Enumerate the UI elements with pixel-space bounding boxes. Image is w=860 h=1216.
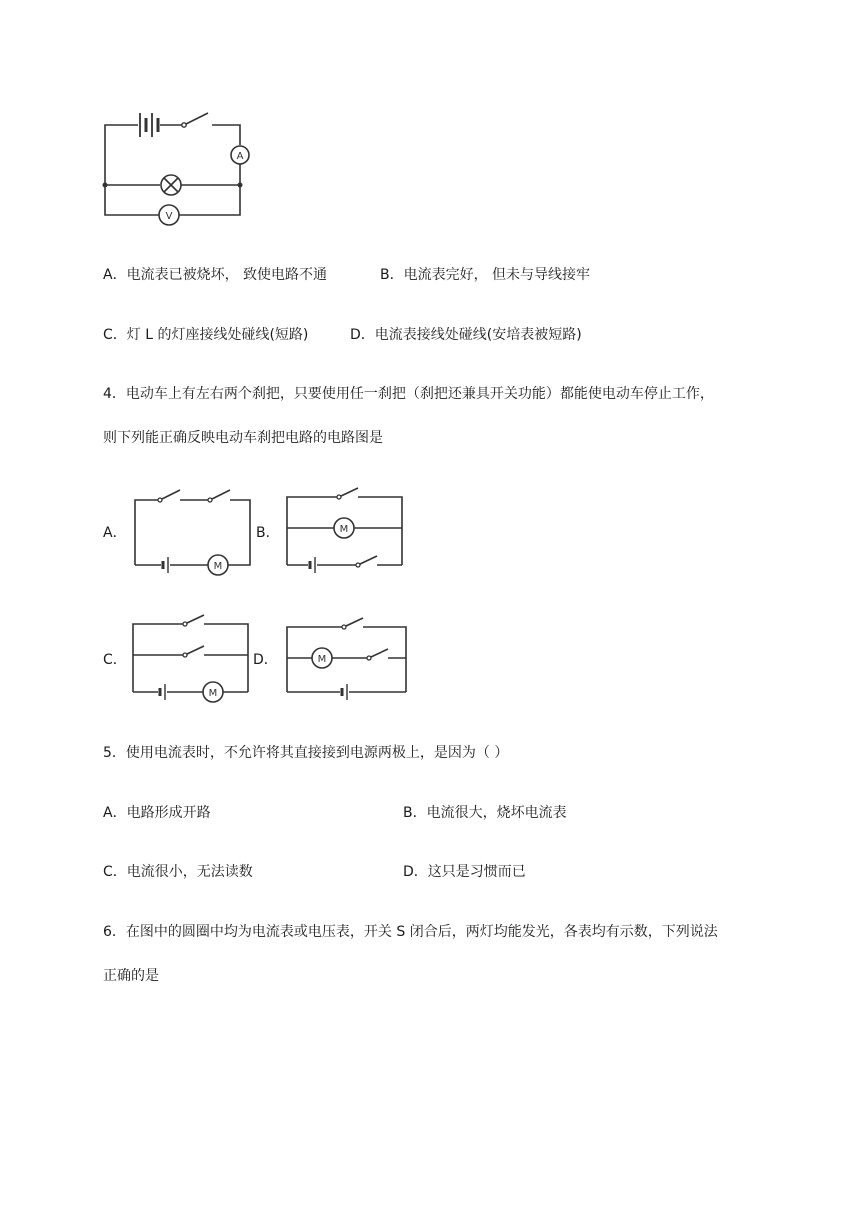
motor-label: M bbox=[317, 654, 327, 665]
q4-stem-line2: 则下列能正确反映电动车刹把电路的电路图是 bbox=[103, 430, 383, 446]
q4-option-c-label[interactable]: C． bbox=[103, 652, 127, 668]
motor-label: M bbox=[339, 524, 349, 535]
q6-stem-line2: 正确的是 bbox=[103, 968, 159, 984]
q5-option-c[interactable]: C．电流很小，无法读数 bbox=[103, 864, 253, 880]
q6-stem-line1: 6．在图中的圆圈中均为电流表或电压表，开关 S 闭合后，两灯均能发光，各表均有示数，下列说法 bbox=[103, 924, 718, 940]
q4-option-b-label[interactable]: B． bbox=[256, 525, 280, 541]
q4-stem-line1: 4．电动车上有左右两个刹把，只要使用任一刹把（刹把还兼具开关功能）都能使电动车停止工作， bbox=[103, 386, 714, 402]
ammeter-label: A bbox=[236, 151, 244, 162]
q3-option-b[interactable]: B．电流表完好， 但未与导线接牢 bbox=[380, 267, 591, 283]
q5-option-b[interactable]: B．电流很大，烧坏电流表 bbox=[403, 805, 567, 821]
motor-label: M bbox=[213, 561, 223, 572]
q5-option-d[interactable]: D．这只是习惯而已 bbox=[403, 864, 526, 880]
q5-option-a[interactable]: A．电路形成开路 bbox=[103, 805, 211, 821]
q3-option-c[interactable]: C．灯 L 的灯座接线处碰线(短路) bbox=[103, 327, 309, 343]
voltmeter-label: V bbox=[165, 211, 173, 222]
q4-option-b-diagram[interactable] bbox=[282, 485, 407, 575]
q4-option-c-diagram[interactable] bbox=[128, 612, 253, 702]
q3-option-a[interactable]: A．电流表已被烧坏， 致使电路不通 bbox=[103, 267, 328, 283]
q4-option-d-diagram[interactable] bbox=[282, 612, 412, 702]
q4-option-a-diagram[interactable] bbox=[130, 485, 255, 575]
q4-option-d-label[interactable]: D． bbox=[253, 652, 278, 668]
q3-circuit-diagram bbox=[100, 105, 250, 235]
q3-option-d[interactable]: D．电流表接线处碰线(安培表被短路) bbox=[350, 327, 582, 343]
q5-stem: 5．使用电流表时，不允许将其直接接到电源两极上，是因为（ ） bbox=[103, 745, 509, 761]
q4-option-a-label[interactable]: A． bbox=[103, 525, 127, 541]
motor-label: M bbox=[208, 688, 218, 699]
